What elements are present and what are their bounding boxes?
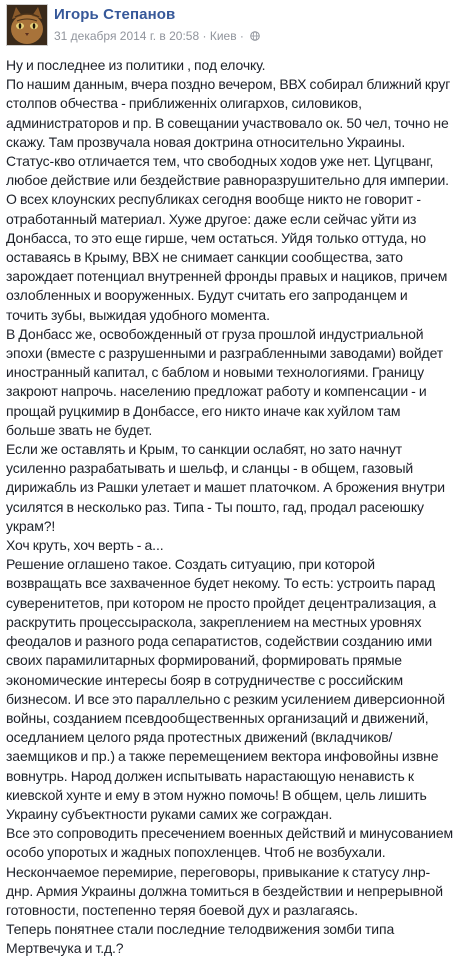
post-text-line: заемщиков и пр.) а также перемещением вектора инфовойны извне <box>6 748 439 765</box>
post-text-line: любое действие или бездействие равноразрушительно для империи. <box>6 172 449 189</box>
post-text-line: войны, созданием псевдообщественных организаций и движений, <box>6 709 429 726</box>
post-text-line: Все это сопроводить пресечением военных действий и минусованием <box>6 825 453 842</box>
post-text-line: эпохи (вместе с разрушенными и разграбленными заводами) войдет <box>6 345 444 362</box>
post-text-line: своих парамилитарных формирований, формировать прямые <box>6 652 402 669</box>
post-header <box>6 4 466 48</box>
author-name-link[interactable]: Игорь Степанов <box>54 6 176 23</box>
post-text-line: В Донбасс же, освобожденный от груза прошлой индустриальной <box>6 325 424 342</box>
post-text-line: вовнутрь. Народ должен испытывать нарастающую ненависть к <box>6 767 414 784</box>
post-text-line: дирижабль из Рашки улетает и машет платочком. А брожения внутри <box>6 479 445 496</box>
post-text-line: О всех клоунских республиках сегодня вообще никто не говорит - <box>6 191 421 208</box>
post-text-line: особо упоротых и жадных попохленцев. Чтоб не возбухали. <box>6 844 386 861</box>
post-text-line: усилятся в несколько раз. Типа - Ты пошто, гад, продал расеюшку <box>6 498 424 515</box>
post-text-line: днр. Армия Украины должна томиться в бездействии и непрерывной <box>6 882 443 899</box>
post-text-line: столпов обчества - приближенніх олигархов, силовиков, <box>6 95 362 112</box>
post-text-line: озлобленных и вооруженных. Будут считать его запроданцем и <box>6 287 408 304</box>
post-text-line: раскрутить процессыраскола, закреплением на местных уровнях <box>6 613 422 630</box>
post-text-line: Нескончаемое перемирие, переговоры, привыкание к статусу лнр- <box>6 863 431 880</box>
post-text-line: оставаясь в Крыму, ВВХ не снимает санкции сообщества, зато <box>6 249 403 266</box>
post-text-line: закроют напрочь. населению предложат работу и компенсации - и <box>6 383 427 400</box>
post-body <box>6 56 474 959</box>
post-text-line: больше звать не будет. <box>6 421 153 438</box>
post-text-line: точить зубы, выжидая удобного момента. <box>6 306 270 323</box>
post-location-link[interactable]: Киев <box>209 28 237 43</box>
post-meta <box>54 28 260 43</box>
meta-separator: · <box>202 28 207 43</box>
post-text-line: Теперь понятнее стали последние телодвижения зомби типа <box>6 921 395 938</box>
post-text-line: Донбасса, то это еще гирше, чем остаться. Уйдя только оттуда, но <box>6 229 427 246</box>
post-date-link[interactable]: 31 декабря 2014 г. в 20:58 <box>54 28 200 43</box>
post-text-line: Если же оставлять и Крым, то санкции ослабят, но зато начнут <box>6 441 402 458</box>
post-text-line: Статус-кво отличается тем, что свободных ходов уже нет. Цугцванг, <box>6 153 434 170</box>
post-text-line: иностранный капитал, с баблом и новыми технологиями. Границу <box>6 364 424 381</box>
post-text-line: администраторов и пр. В совещании участвовало ок. 50 чел, точно не <box>6 114 449 131</box>
post-text-line: украм?! <box>6 517 56 534</box>
post-text-line: усиленно разрабатывать и шельф, и сланцы - в общем, газовый <box>6 460 414 477</box>
post-text-line: Решение оглашено такое. Создать ситуацию, при которой <box>6 556 375 573</box>
post-text-line: прощай руцкимир в Донбассе, его никто иначе как хуйлом там <box>6 402 401 419</box>
post-text-line: оседланием целого ряда протестных движений (вкладчиков/ <box>6 729 393 746</box>
post-text-line: Ну и последнее из политики , под елочку. <box>6 57 266 73</box>
post-text-line: Мертвечука и т.д.? <box>6 940 124 957</box>
author-avatar[interactable] <box>6 4 48 46</box>
post-text-line: экономические интересы бояр в сотрудничестве с российским <box>6 671 403 688</box>
meta-separator: · <box>239 28 244 43</box>
post-text-line: отработанный материал. Хуже другое: даже если сейчас уйти из <box>6 210 417 227</box>
post-text-line: феодалов и разного рода сепаратистов, содействии созданию ими <box>6 633 433 650</box>
post-text-line: киевской хунте и ему в этом нужно помочь! В общем, цель лишить <box>6 786 427 803</box>
post-text-line: Украину субъектности руками самих же сограждан. <box>6 805 333 822</box>
post-text-line: зарождает потенциал внутренней фронды правых и нациков, причем <box>6 268 448 285</box>
post-text-line: возвращать все захваченное будет некому. То есть: устроить парад <box>6 575 435 592</box>
post-text-line: суверенитетов, при котором не просто пройдет децентрализация, а <box>6 594 436 611</box>
post-text-line: Хоч круть, хоч верть - а... <box>6 537 164 554</box>
post-text-line: скажу. Там прозвучала новая доктрина относительно Украины. <box>6 133 406 150</box>
globe-icon[interactable] <box>250 31 260 41</box>
cat-avatar-icon <box>7 5 47 45</box>
post-text-line: готовности, постепенно теряя боевой дух и разлагаясь. <box>6 901 359 918</box>
post-text-line: По нашим данным, вчера поздно вечером, ВВХ собирал ближний круг <box>6 76 451 93</box>
post-text-line: бизнесом. И все это параллельно с резким усилением диверсионной <box>6 690 445 707</box>
